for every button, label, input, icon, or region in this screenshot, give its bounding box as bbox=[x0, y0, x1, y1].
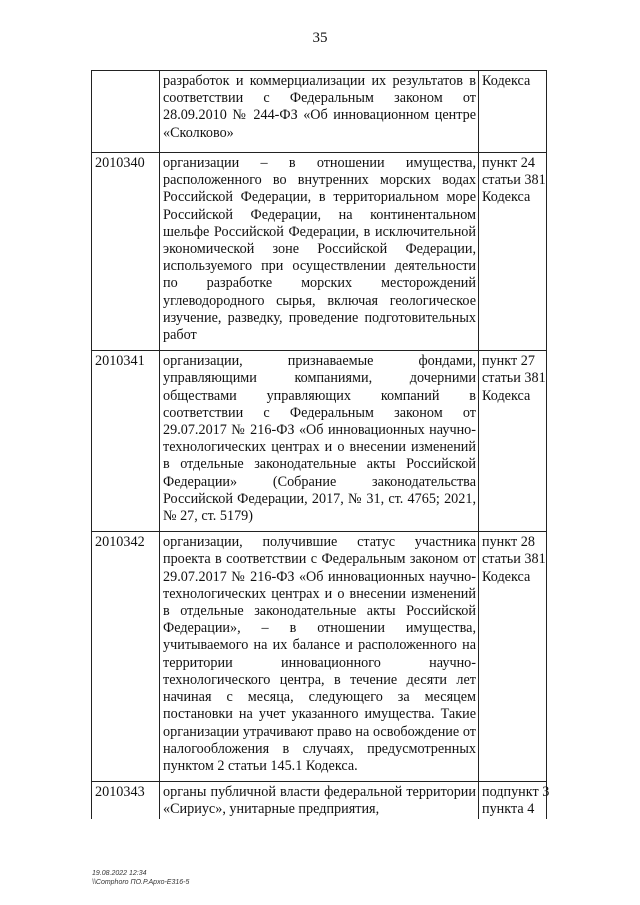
footer-timestamp: 19.08.2022 12:34 bbox=[92, 870, 147, 877]
table-row bbox=[92, 532, 547, 782]
reference-line: статьи 381 bbox=[482, 551, 546, 568]
reference-line: пункт 24 bbox=[482, 155, 535, 171]
footer-file-path: \\Comphoro ПО.Р.Apxo-E316-5 bbox=[92, 879, 190, 886]
row-description: разработок и коммерциализации их результатов в соответствии с Федеральным законом от 28.09.2010 № 244-ФЗ «Об инновационном центре «Сколково» bbox=[160, 71, 479, 153]
table-row bbox=[92, 351, 547, 532]
reference-line: статьи 381 bbox=[482, 172, 546, 189]
reference-line: пункта 4 bbox=[482, 801, 535, 818]
table-row bbox=[92, 782, 547, 819]
page-number: 35 bbox=[312, 30, 328, 46]
reference-line: статьи 381 bbox=[482, 370, 546, 387]
row-description: организации – в отношении имущества, расположенного во внутренних морских водах Российской Федерации, в территориальном море Российской Федерации, на континентальном шельфе Российской Федерации, в исключительной экономической зоне Российской Федерации, используемого при осуществлении деятельности по разработке морских месторождений углеводородного сырья, включая геологическое изучение, разведку, проведение подготовительных работ bbox=[160, 153, 479, 351]
row-reference bbox=[479, 351, 547, 532]
table-row bbox=[92, 153, 547, 351]
row-description: органы публичной власти федеральной территории «Сириус», унитарные предприятия, bbox=[160, 782, 479, 819]
reference-line: Кодекса bbox=[482, 387, 531, 404]
row-code: 2010340 bbox=[92, 153, 160, 351]
row-description: организации, признаваемые фондами, управляющими компаниями, дочерними обществами управляющих компаний в соответствии с Федеральным законом от 29.07.2017 № 216-ФЗ «Об инновационных научно-технологических центрах и о внесении изменений в отдельные законодательные акты Российской Федерации» (Собрание законодательства Российской Федерации, 2017, № 31, ст. 4765; 2021, № 27, ст. 5179) bbox=[160, 351, 479, 532]
row-reference bbox=[479, 782, 550, 819]
row-description: организации, получившие статус участника проекта в соответствии с Федеральным законом от 29.07.2017 № 216-ФЗ «Об инновационных научно-технологических центрах и о внесении изменений в отдельные законодательные акты Российской Федерации», – в отношении имущества, учитываемого на их балансе и расположенного на территории инновационного научно-технологического центра, в течение десяти лет начиная с месяца, следующего за месяцем постановки на учет указанного имущества. Такие организации утрачивают право на освобождение от налогообложения в случаях, предусмотренных пунктом 2 статьи 145.1 Кодекса. bbox=[160, 532, 479, 782]
row-code: 2010341 bbox=[92, 351, 160, 532]
reference-line: пункт 28 bbox=[482, 534, 535, 551]
reference-line: Кодекса bbox=[482, 73, 531, 89]
table-row bbox=[92, 71, 547, 153]
row-reference bbox=[479, 532, 547, 782]
benefits-table bbox=[91, 70, 550, 819]
row-code bbox=[92, 71, 160, 153]
row-code: 2010342 bbox=[92, 532, 160, 782]
reference-line: Кодекса bbox=[482, 568, 531, 585]
reference-line: пункт 27 bbox=[482, 353, 535, 370]
reference-line: подпункт 3 bbox=[482, 784, 550, 801]
reference-line: Кодекса bbox=[482, 189, 531, 206]
row-reference bbox=[479, 71, 547, 153]
row-reference bbox=[479, 153, 547, 351]
row-code: 2010343 bbox=[92, 782, 160, 819]
document-footer bbox=[92, 869, 189, 887]
